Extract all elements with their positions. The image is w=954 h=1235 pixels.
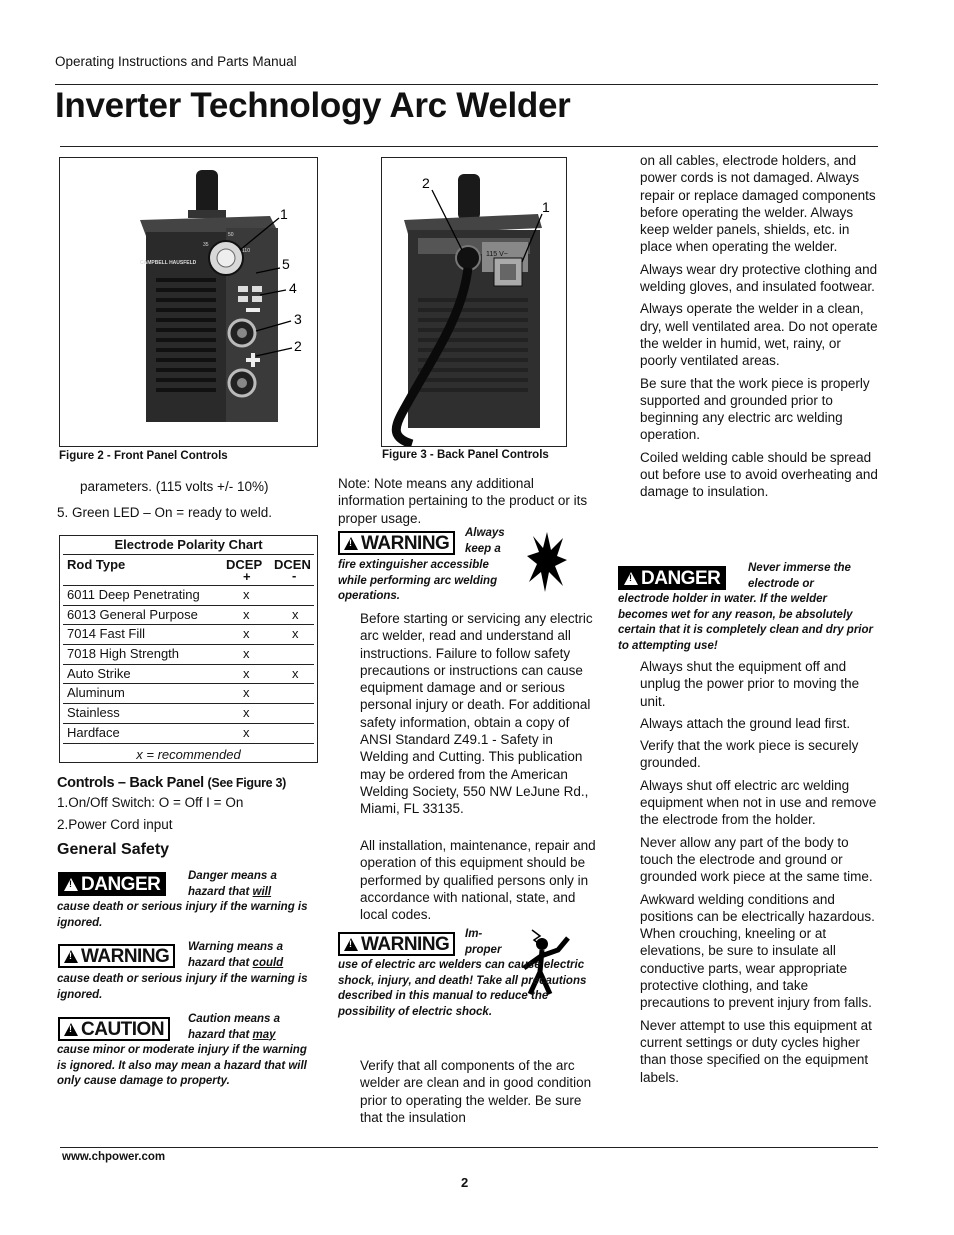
chart-row (63, 606, 314, 626)
rod-type-cell: Aluminum (67, 685, 125, 701)
welder-front-illustration (60, 158, 317, 446)
chart-row (63, 724, 314, 744)
chart-row (63, 625, 314, 645)
danger-water-rest: electrode holder in water. If the welder becomes wet for any reason, be absolutely certain that it is completely clean and dry prior to attempting use! (618, 593, 873, 652)
danger-emph: will (252, 885, 272, 898)
safety-paragraph-3: Verify that all components of the arc welder are clean and in good condition prior to operating the welder. Be sure that the insulation (360, 1058, 592, 1125)
warning-label: WARNING (361, 532, 450, 554)
dcep-cell: x (243, 646, 250, 662)
col3-top-paragraphs (640, 152, 880, 506)
handle (196, 170, 218, 215)
footer-rule (60, 1147, 878, 1148)
danger-badge-water (618, 566, 726, 590)
warning-definition-rest: cause death or serious injury if the warning is ignored. (57, 973, 308, 1001)
explosion-icon (527, 530, 567, 594)
warning-triangle-icon (64, 878, 78, 891)
electrode-polarity-chart (59, 535, 318, 763)
dial-mark: 110 (242, 248, 250, 254)
danger-label: DANGER (641, 567, 721, 589)
caution-label: CAUTION (81, 1018, 165, 1040)
rod-type-cell: 7014 Fast Fill (67, 626, 146, 642)
warning-label: WARNING (361, 933, 450, 955)
safety-item: Be sure that the work piece is properly supported and grounded prior to beginning any electric arc welding operation. (640, 375, 870, 443)
param-line: parameters. (115 volts +/- 10%) (80, 479, 269, 494)
controls-heading-text: Controls – Back Panel (57, 775, 204, 791)
safety-item: Coiled welding cable should be spread out before use to avoid overheating and damage to insulation. (640, 449, 878, 500)
title-rule (60, 146, 878, 147)
warning-badge (58, 944, 175, 968)
dcep-cell: x (243, 606, 250, 622)
warning-emph: could (252, 956, 284, 969)
dcen-cell: x (292, 606, 299, 622)
figure-2-front-panel (59, 157, 318, 447)
safety-paragraph-1: Before starting or servicing any electric arc welder, read and understand all instructions. Failure to follow safety precautions or instructions can cause equipment damage and or serious personal injury or death. For additional safety information, obtain a copy of ANSI Standard Z49.1 - Safety in Welding and Cutting. This publication may be ordered from the American Welding Society, 550 NW LeJune Rd., Miami, FL 33135. (360, 611, 593, 817)
safety-item: Always shut the equipment off and unplug the power prior to moving the unit. (640, 659, 860, 709)
page-number: 2 (461, 1175, 469, 1190)
chart-footnote: x = recommended (136, 746, 241, 762)
warning-badge-shock (338, 932, 455, 956)
danger-water-side: Never immerse the electrode or (748, 562, 851, 590)
warning-label: WARNING (81, 945, 170, 967)
callout-3: 3 (294, 311, 302, 327)
dcep-cell: x (243, 587, 250, 602)
col-dcen-sign: - (292, 568, 297, 583)
warning-lead: Warning means a hazard that (188, 941, 284, 969)
safety-item: on all cables, electrode holders, and power cords is not damaged. Always repair or replace damaged components before operating the welder. Always keep welder panels, shields, etc. in place when operating the welder. (640, 153, 876, 255)
dcep-cell: x (243, 685, 250, 701)
rod-type-cell: 7018 High Strength (67, 646, 180, 662)
warning-definition-side (188, 940, 308, 971)
minus-sign (246, 308, 260, 312)
rod-type-cell: Hardface (67, 724, 120, 740)
chart-title: Electrode Polarity Chart (63, 536, 314, 555)
manual-label: Operating Instructions and Parts Manual (55, 54, 297, 69)
caution-definition-side (188, 1012, 308, 1043)
caution-emph: may (252, 1028, 276, 1041)
col3-bottom-paragraphs (640, 658, 880, 1091)
chart-row (63, 645, 314, 665)
figure-3-caption: Figure 3 - Back Panel Controls (382, 449, 549, 461)
safety-item: Never allow any part of the body to touch the electrode and ground or grounded work piece at the same time. (640, 834, 873, 885)
col-dcep-sign: + (243, 569, 251, 584)
label-text: 115 V~ (486, 251, 508, 258)
callout-4: 4 (289, 280, 297, 296)
warning-triangle-icon (344, 938, 358, 951)
callout-5: 5 (282, 256, 290, 272)
danger-definition-side (188, 869, 308, 900)
safety-item: Always shut off electric arc welding equipment when not in use and remove the electrode from the holder. (640, 777, 877, 828)
warning-triangle-icon (624, 572, 638, 585)
rod-type-cell: 6013 General Purpose (67, 606, 198, 622)
caution-badge (58, 1017, 170, 1041)
safety-item: Always operate the welder in a clean, dry, well ventilated area. Do not operate the welder in humid, wet, rainy, or poorly ventilated areas. (640, 301, 878, 369)
caution-definition-rest: cause minor or moderate injury if the warning is ignored. It also may mean a hazard that will only cause damage to property. (57, 1044, 307, 1087)
warning-triangle-icon (344, 537, 358, 550)
general-safety-heading: General Safety (57, 841, 170, 858)
warn2-rest: use of electric arc welders can cause electric shock, injury, and death! Take all precautions described in this manual to reduce the possibility of electric shock. (338, 959, 587, 1018)
danger-lead: Danger means a hazard that (188, 870, 277, 898)
controls-ref: (See Figure 3) (207, 776, 287, 790)
dcen-cell: x (292, 665, 299, 681)
footer-url[interactable]: www.chpower.com (62, 1151, 166, 1163)
welder-back-illustration (382, 158, 566, 446)
danger-label: DANGER (81, 873, 161, 895)
warn1-rest: fire extinguisher accessible while performing arc welding operations. (338, 559, 498, 602)
handle (458, 174, 480, 220)
caution-lead: Caution means a hazard that (188, 1013, 281, 1041)
power-cord-input (456, 246, 480, 270)
callout-1: 1 (542, 199, 550, 215)
chart-header-row (63, 555, 314, 586)
warn2-side: Im-proper (465, 928, 502, 956)
col-dcep: DCEP (226, 557, 263, 572)
danger-badge (58, 872, 166, 896)
controls-item-1: 1.On/Off Switch: O = Off I = On (57, 795, 244, 810)
chart-row (63, 704, 314, 724)
warning-triangle-icon (64, 1023, 78, 1036)
danger-definition-rest: cause death or serious injury if the warning is ignored. (57, 901, 308, 929)
controls-item-2: 2.Power Cord input (57, 817, 173, 832)
col-dcen: DCEN (274, 557, 311, 572)
callout-2: 2 (294, 338, 302, 354)
safety-paragraph-2: All installation, maintenance, repair and operation of this equipment should be performed by qualified persons only in accordance with national, state, and local codes. (360, 838, 596, 923)
safety-item: Always wear dry protective clothing and welding gloves, and insulated footwear. (640, 261, 878, 295)
dcep-cell: x (243, 705, 250, 721)
warning-triangle-icon (64, 950, 78, 963)
rod-type-cell: 6011 Deep Penetrating (67, 587, 200, 602)
chart-rows (60, 586, 317, 744)
safety-item: Always attach the ground lead first. (640, 715, 851, 731)
rod-type-cell: Auto Strike (67, 665, 131, 681)
chart-row (63, 684, 314, 704)
safety-item: Never attempt to use this equipment at current settings or duty cycles higher than those specified on the equipment labels. (640, 1017, 872, 1085)
brand-label: CAMPBELL HAUSFELD (140, 260, 197, 266)
figure-3-back-panel (381, 157, 567, 447)
dcep-cell: x (243, 665, 250, 681)
page-title: Inverter Technology Arc Welder (55, 86, 571, 125)
safety-item: Verify that the work piece is securely grounded. (640, 738, 859, 771)
dcep-cell: x (243, 724, 250, 740)
warning-badge-fire (338, 531, 455, 555)
warn1-side: Always keep a (465, 527, 505, 555)
controls-heading (57, 775, 286, 791)
note-paragraph: Note: Note means any additional information pertaining to the product or its proper usage. (338, 476, 588, 526)
safety-item: Awkward welding conditions and positions can be electrically hazardous. When crouching, kneeling or at elevations, be sure to insulate all conductive parts, wear appropriate protective clothing, and take precautions to prevent injury from falls. (640, 891, 875, 1011)
dcen-cell: x (292, 626, 299, 642)
rod-type-cell: Stainless (67, 705, 120, 721)
chart-row (63, 665, 314, 685)
figure-2-caption: Figure 2 - Front Panel Controls (59, 450, 228, 462)
callout-2: 2 (422, 175, 430, 191)
chart-row (63, 586, 314, 606)
dcep-cell: x (243, 626, 250, 642)
header-rule (55, 84, 878, 85)
led-line: 5. Green LED – On = ready to weld. (57, 505, 272, 520)
dial-mark: 50 (228, 232, 234, 238)
dial-mark: 35 (203, 242, 209, 248)
callout-1: 1 (280, 206, 288, 222)
col-rod-type: Rod Type (67, 557, 126, 572)
